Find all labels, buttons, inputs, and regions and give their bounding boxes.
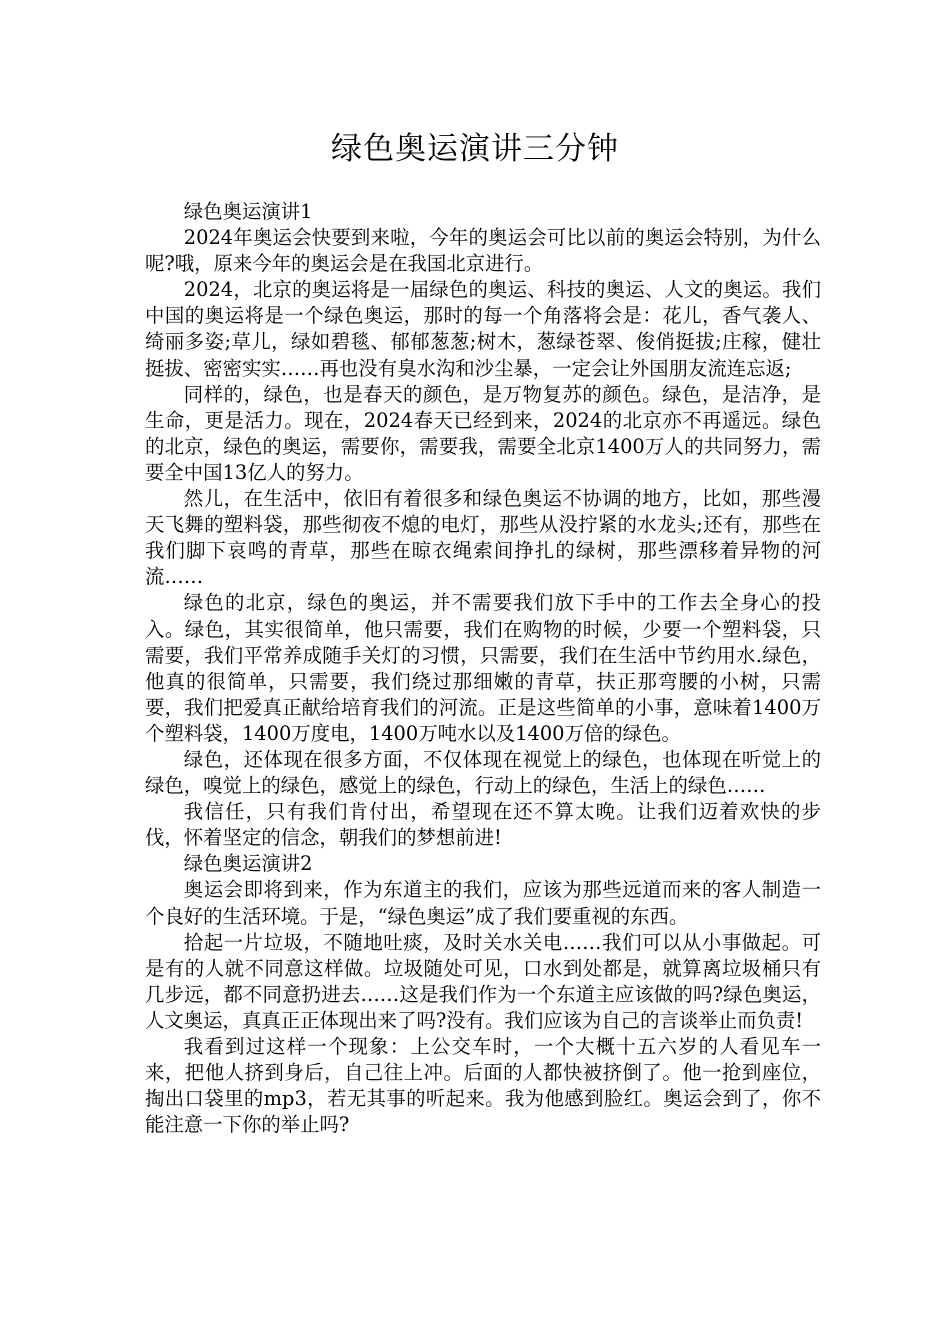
- paragraph: 我看到过这样一个现象：上公交车时，一个大概十五六岁的人看见车一来，把他人挤到身后，自己往上冲。后面的人都快被挤倒了。他一抢到座位，掏出口袋里的mp3，若无其事的听起来。我为他感到脸红。奥运会到了，你不能注意一下你的举止吗?: [145, 1035, 821, 1137]
- document-body: [145, 199, 821, 1138]
- paragraph: 绿色的北京，绿色的奥运，并不需要我们放下手中的工作去全身心的投入。绿色，其实很简单，他只需要，我们在购物的时候，少要一个塑料袋，只需要，我们平常养成随手关灯的习惯，只需要，我们在生活中节约用水.绿色， 他真的很简单，只需要，我们绕过那细嫩的青草，扶正那弯腰的小树，只需要，我们把爱真正献给培育我们的河流。正是这些简单的小事，意味着1400万个塑料袋，1400万度电，1400万吨水以及1400万倍的绿色。: [145, 591, 821, 745]
- paragraph: 2024，北京的奥运将是一届绿色的奥运、科技的奥运、人文的奥运。我们中国的奥运将是一个绿色奥运，那时的每一个角落将会是：花儿，香气袭人、绮丽多姿;草儿，绿如碧毯、郁郁葱葱;树木，葱绿苍翠、俊俏挺拔;庄稼，健壮挺拔、密密实实……再也没有臭水沟和沙尘暴，一定会让外国朋友流连忘返;: [145, 278, 821, 380]
- paragraph: 拾起一片垃圾，不随地吐痰，及时关水关电……我们可以从小事做起。可是有的人就不同意这样做。垃圾随处可见，口水到处都是，就算离垃圾桶只有几步远，都不同意扔进去……这是我们作为一个东道主应该做的吗?绿色奥运，人文奥运，真真正正体现出来了吗?没有。我们应该为自己的言谈举止而负责!: [145, 930, 821, 1032]
- section-heading-1: 绿色奥运演讲1: [183, 200, 313, 223]
- page-title: 绿色奥运演讲三分钟: [331, 131, 619, 167]
- paragraph: 绿色，还体现在很多方面，不仅体现在视觉上的绿色，也体现在听觉上的绿色，嗅觉上的绿色，感觉上的绿色，行动上的绿色，生活上的绿色……: [145, 747, 821, 798]
- section-heading-2: 绿色奥运演讲2: [183, 852, 313, 876]
- paragraph: 奥运会即将到来，作为东道主的我们，应该为那些远道而来的客人制造一个良好的生活环境。于是，“绿色奥运”成了我们要重视的东西。: [145, 878, 821, 928]
- paragraph: 然儿，在生活中，依旧有着很多和绿色奥运不协调的地方，比如，那些漫天飞舞的塑料袋，那些彻夜不熄的电灯，那些从没拧紧的水龙头;还有，那些在我们脚下哀鸣的青草，那些在晾衣绳索间挣扎的绿树，那些漂移着异物的河流……: [145, 487, 821, 589]
- paragraph: 2024年奥运会快要到来啦，今年的奥运会可比以前的奥运会特别，为什么呢?哦，原来今年的奥运会是在我国北京进行。: [145, 226, 821, 276]
- paragraph: 我信任，只有我们肯付出，希望现在还不算太晚。让我们迈着欢快的步伐，怀着坚定的信念，朝我们的梦想前进!: [145, 800, 821, 850]
- paragraph: 同样的，绿色，也是春天的颜色，是万物复苏的颜色。绿色，是洁净，是生命，更是活力。现在，2024春天已经到来，2024的北京亦不再遥远。绿色的北京，绿色的奥运，需要你，需要我，需要全北京1400万人的共同努力，需要全中国13亿人的努力。: [145, 382, 821, 484]
